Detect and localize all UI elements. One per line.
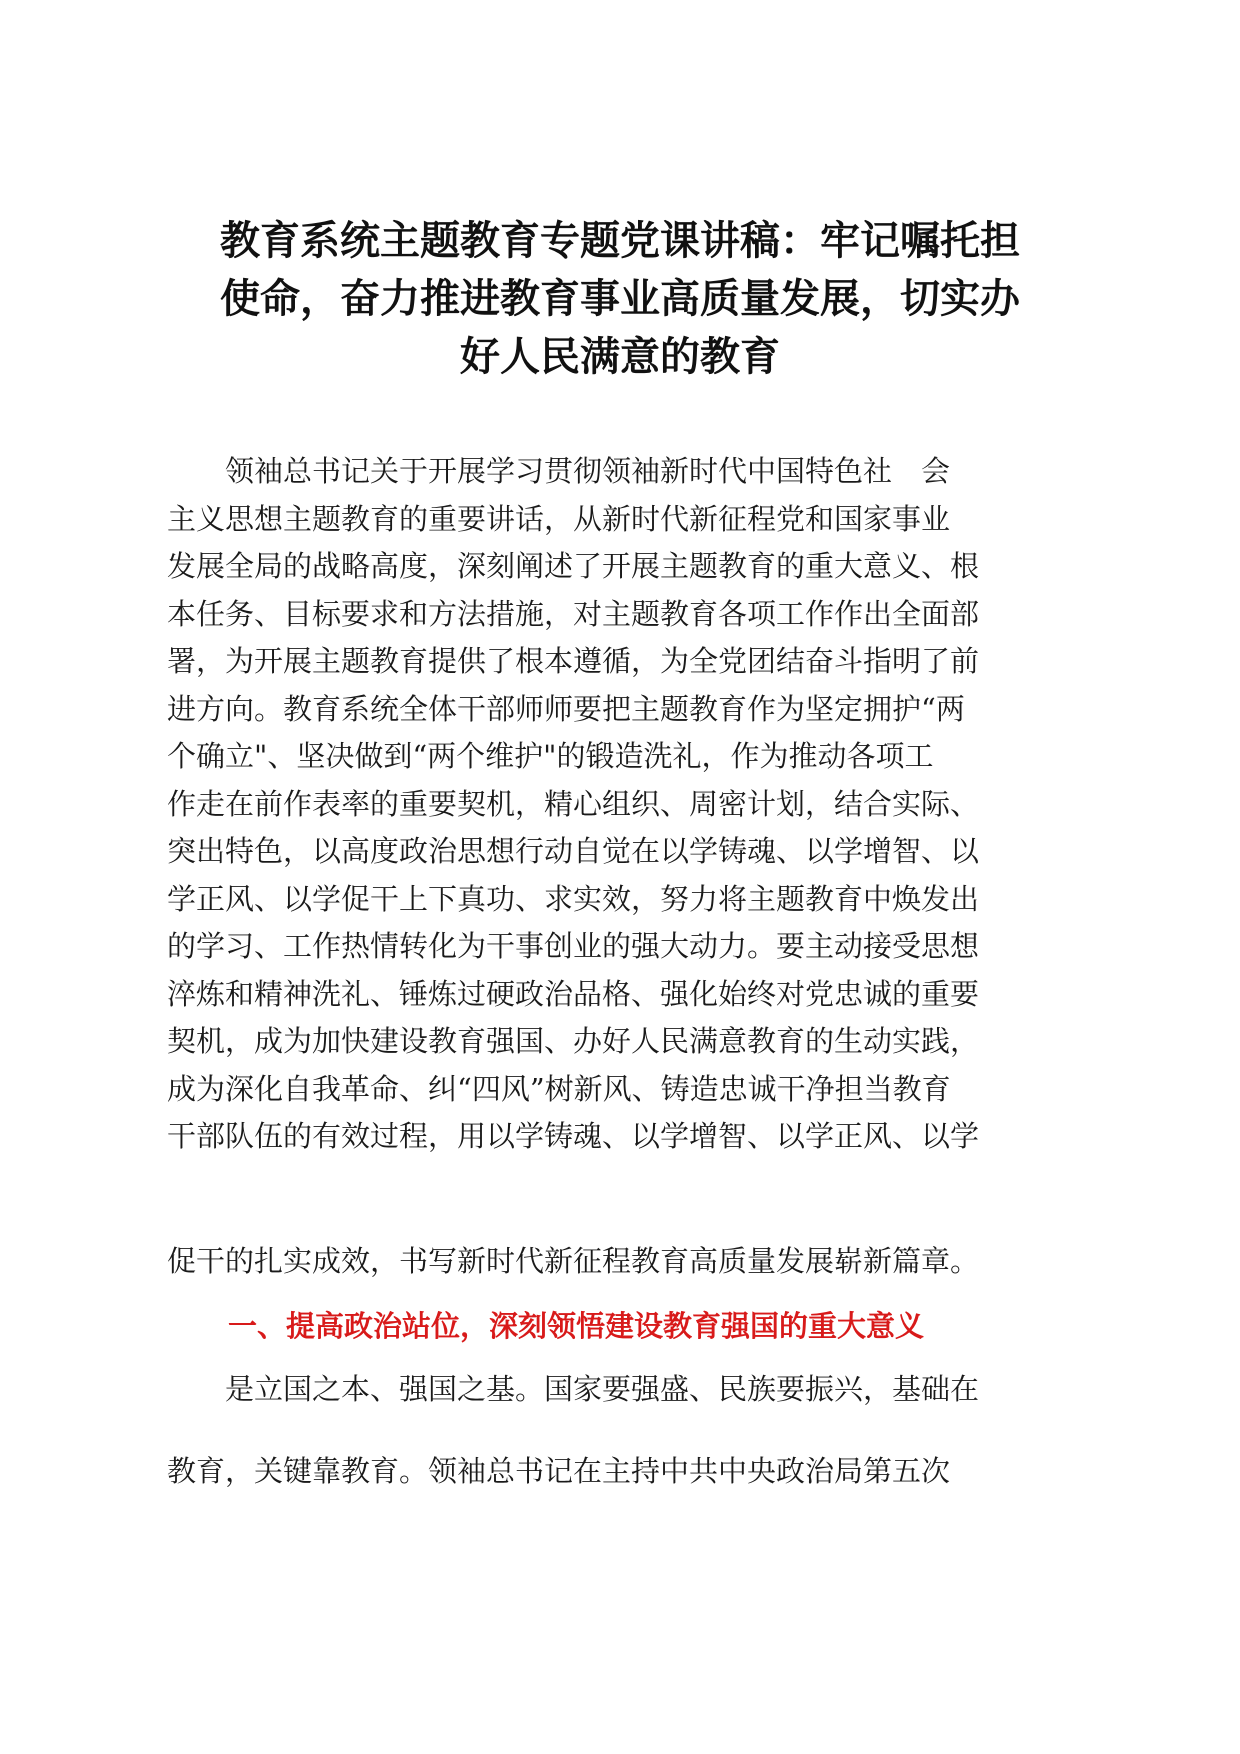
- intro-line: 学正风、以学促干上下真功、求实效，努力将主题教育中焕发出: [167, 881, 980, 916]
- intro-line: 干部队伍的有效过程，用以学铸魂、以学增智、以学正风、以学: [167, 1119, 980, 1153]
- intro-line: 进方向。教育系统全体干部师师要把主题教育作为坚定拥护“两: [167, 691, 965, 726]
- document-title: [165, 212, 1075, 386]
- section1-line: 是立国之本、强国之基。国家要强盛、民族要振兴，基础在: [167, 1372, 980, 1406]
- intro-line: 成为深化自我革命、纠“四风”树新风、铸造忠诚干净担当教育: [167, 1071, 951, 1106]
- intro-line: 领袖总书记关于开展学习贯彻领袖新时代中国特色社 会: [167, 454, 951, 488]
- intro-paragraph: [167, 448, 1087, 1161]
- title-line-2: 使命，奋力推进教育事业高质量发展，切实办: [220, 276, 1020, 322]
- intro-line: 作走在前作表率的重要契机，精心组织、周密计划，结合实际、: [167, 786, 980, 821]
- intro-line: 突出特色，以高度政治思想行动自觉在以学铸魂、以学增智、以: [167, 834, 980, 868]
- intro-line: 淬炼和精神洗礼、锤炼过硬政治品格、强化始终对党忠诚的重要: [167, 976, 980, 1011]
- intro-line: 的学习、工作热情转化为干事创业的强大动力。要主动接受思想: [167, 929, 980, 963]
- intro-line: 本任务、目标要求和方法措施，对主题教育各项工作作出全面部: [167, 596, 980, 631]
- intro-line: 个确立"、坚决做到“两个维护"的锻造洗礼，作为推动各项工: [167, 739, 934, 773]
- intro-line: 契机，成为加快建设教育强国、办好人民满意教育的生动实践，: [167, 1024, 980, 1058]
- intro-line: 促干的扎实成效，书写新时代新征程教育高质量发展崭新篇章。: [167, 1244, 980, 1278]
- section1-paragraph-line-1: [167, 1366, 1087, 1414]
- title-line-3: 好人民满意的教育: [460, 334, 780, 380]
- intro-line: 署，为开展主题教育提供了根本遵循，为全党团结奋斗指明了前: [167, 644, 980, 678]
- section-heading-1: 一、提高政治站位，深刻领悟建设教育强国的重大意义: [228, 1309, 925, 1343]
- intro-closing-line: [167, 1238, 1087, 1286]
- intro-line: 主义思想主题教育的重要讲话，从新时代新征程党和国家事业: [167, 501, 951, 536]
- section1-line: 教育，关键靠教育。领袖总书记在主持中共中央政治局第五次: [167, 1454, 951, 1488]
- section1-paragraph-line-2: [167, 1448, 1087, 1496]
- title-line-1: 教育系统主题教育专题党课讲稿：牢记嘱托担: [220, 218, 1020, 264]
- intro-line: 发展全局的战略高度，深刻阐述了开展主题教育的重大意义、根: [167, 549, 980, 583]
